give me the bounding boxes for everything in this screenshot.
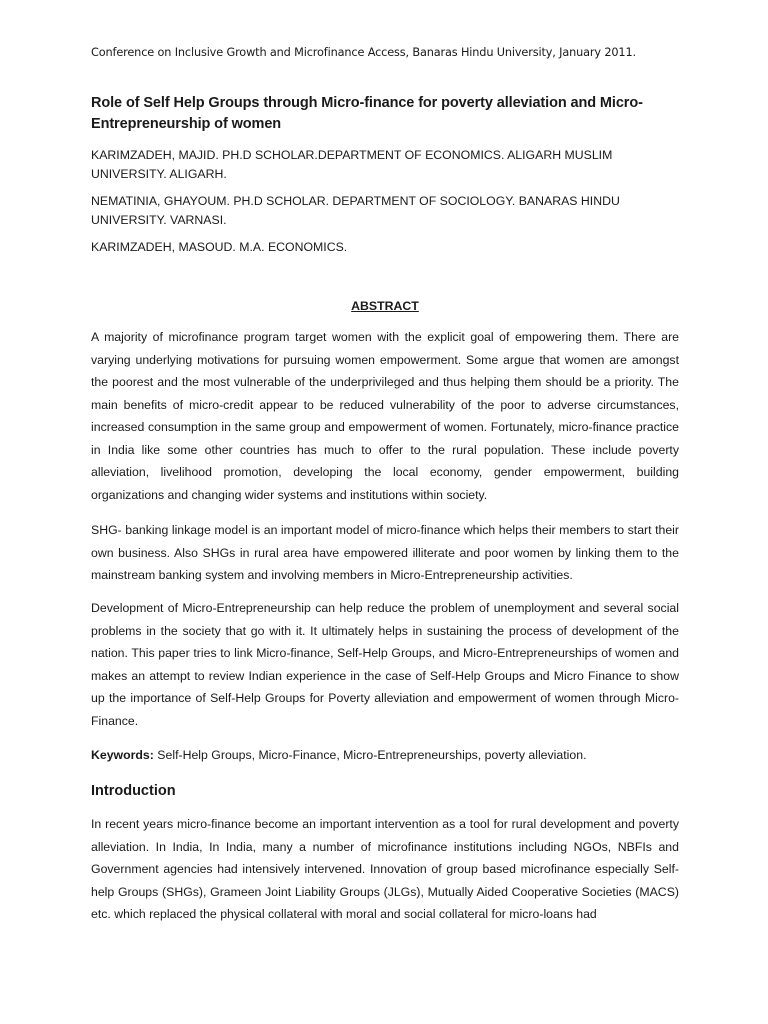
abstract-paragraph-1: A majority of microfinance program target women with the explicit goal of empowering them. There are varying underlying motivations for pursuing women empowerment. Some argue that women are amongst the poorest and the most vulnerable of the underprivileged and thus helping them should be a priority. The main benefits of micro-credit appear to be reduced vulnerability of the poor to adverse circumstances, increased consumption in the same group and empowerment of women. Fortunately, micro-finance practice in India like some other countries has much to offer to the rural population. These include poverty alleviation, livelihood promotion, developing the local economy, gender empowerment, building organizations and changing wider systems and institutions within society. xyxy=(91,330,679,502)
abstract-paragraph-3: Development of Micro-Entrepreneurship can help reduce the problem of unemployment and several social problems in the society that go with it. It ultimately helps in sustaining the process of development of the nation. This paper tries to link Micro-finance, Self-Help Groups, and Micro-Entrepreneurships of women and makes an attempt to review Indian experience in the case of Self-Help Groups and Micro Finance to show up the importance of Self-Help Groups for Poverty alleviation and empowerment of women through Micro-Finance. xyxy=(91,601,679,728)
introduction-paragraph: In recent years micro-finance become an important intervention as a tool for rural development and poverty alleviation. In India, In India, many a number of microfinance institutions including NGOs, NBFIs and Government agencies had intensively intervened. Innovation of group based microfinance especially Self-help Groups (SHGs), Grameen Joint Liability Groups (JLGs), Mutually Aided Cooperative Societies (MACS) etc. which replaced the physical collateral with moral and social collateral for micro-loans had xyxy=(91,817,679,921)
abstract-heading: ABSTRACT xyxy=(351,299,419,313)
introduction-heading: Introduction xyxy=(91,783,176,799)
author-3: KARIMZADEH, MASOUD. M.A. ECONOMICS. xyxy=(91,240,348,254)
abstract-heading-wrap xyxy=(91,299,679,313)
conference-header: Conference on Inclusive Growth and Microfinance Access, Banaras Hindu University, January 2011. xyxy=(91,46,636,59)
author-2: NEMATINIA, GHAYOUM. PH.D SCHOLAR. DEPARTMENT OF SOCIOLOGY. BANARAS HINDU UNIVERSITY. VARNASI. xyxy=(91,194,620,227)
keywords-label: Keywords: xyxy=(91,748,154,762)
keywords-text: Self-Help Groups, Micro-Finance, Micro-Entrepreneurships, poverty alleviation. xyxy=(153,748,587,762)
abstract-paragraph-2: SHG- banking linkage model is an important model of micro-finance which helps their members to start their own business. Also SHGs in rural area have empowered illiterate and poor women by linking them to the mainstream banking system and involving members in Micro-Entrepreneurship activities. xyxy=(91,523,679,582)
paper-title: Role of Self Help Groups through Micro-finance for poverty alleviation and Micro-Entrepreneurship of women xyxy=(91,95,643,132)
author-1: KARIMZADEH, MAJID. PH.D SCHOLAR.DEPARTMENT OF ECONOMICS. ALIGARH MUSLIM UNIVERSITY. ALIGARH. xyxy=(91,148,613,181)
keywords-line xyxy=(91,744,679,767)
